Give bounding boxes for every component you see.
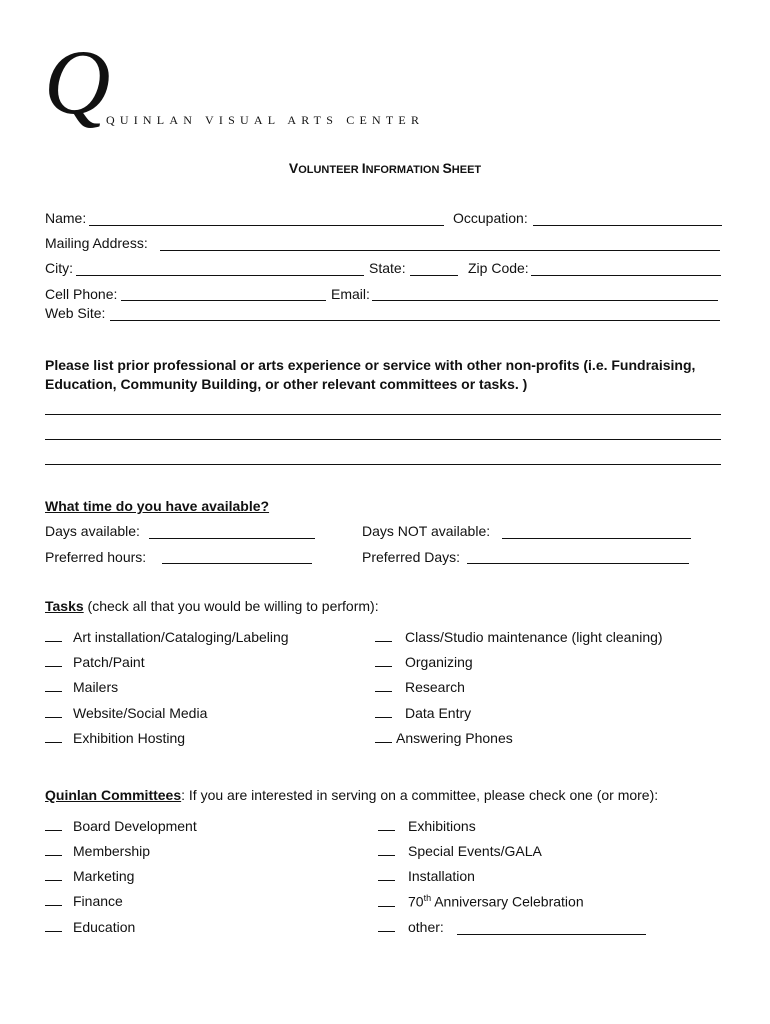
preferred-days-field[interactable] [467, 563, 689, 564]
zip-field[interactable] [531, 275, 721, 276]
committee-right-5[interactable]: other: [378, 919, 444, 935]
name-label: Name: [45, 210, 87, 226]
web-site-field[interactable] [110, 320, 720, 321]
experience-line-2[interactable] [45, 439, 721, 440]
committees-heading: Quinlan Committees: If you are interested in serving on a committee, please check one (or more): [45, 787, 659, 803]
state-label: State: [369, 260, 406, 276]
committee-right-4[interactable]: 70th Anniversary Celebration [378, 893, 584, 910]
days-available-field[interactable] [149, 538, 315, 539]
task-right-5[interactable]: Answering Phones [375, 730, 513, 746]
committee-left-1[interactable]: Board Development [45, 818, 197, 834]
city-label: City: [45, 260, 73, 276]
mailing-address-field[interactable] [160, 250, 720, 251]
name-field[interactable] [89, 225, 444, 226]
occupation-field[interactable] [533, 225, 722, 226]
email-label: Email: [331, 286, 370, 302]
committee-right-2[interactable]: Special Events/GALA [378, 843, 542, 859]
task-left-5[interactable]: Exhibition Hosting [45, 730, 185, 746]
tasks-heading: Tasks (check all that you would be willing to perform): [45, 598, 379, 614]
experience-line-1[interactable] [45, 414, 721, 415]
preferred-hours-label: Preferred hours: [45, 549, 147, 565]
city-field[interactable] [76, 275, 364, 276]
days-not-available-field[interactable] [502, 538, 691, 539]
task-left-1[interactable]: Art installation/Cataloging/Labeling [45, 629, 289, 645]
task-left-3[interactable]: Mailers [45, 679, 118, 695]
days-available-label: Days available: [45, 523, 140, 539]
org-name: QUINLAN VISUAL ARTS CENTER [106, 113, 425, 127]
committee-left-5[interactable]: Education [45, 919, 135, 935]
committee-left-2[interactable]: Membership [45, 843, 150, 859]
zip-label: Zip Code: [468, 260, 529, 276]
email-field[interactable] [372, 300, 718, 301]
availability-heading: What time do you have available? [45, 498, 270, 514]
task-right-1[interactable]: Class/Studio maintenance (light cleaning) [375, 629, 663, 645]
committee-left-4[interactable]: Finance [45, 893, 123, 909]
cell-phone-label: Cell Phone: [45, 286, 118, 302]
task-right-4[interactable]: Data Entry [375, 705, 471, 721]
committee-left-3[interactable]: Marketing [45, 868, 134, 884]
days-not-available-label: Days NOT available: [362, 523, 491, 539]
page-title: VOLUNTEER INFORMATION SHEET [288, 160, 482, 176]
preferred-hours-field[interactable] [162, 563, 312, 564]
task-right-2[interactable]: Organizing [375, 654, 473, 670]
occupation-label: Occupation: [453, 210, 528, 226]
task-left-2[interactable]: Patch/Paint [45, 654, 145, 670]
mailing-address-label: Mailing Address: [45, 235, 148, 251]
task-left-4[interactable]: Website/Social Media [45, 705, 207, 721]
state-field[interactable] [410, 275, 458, 276]
committee-right-3[interactable]: Installation [378, 868, 475, 884]
experience-line-3[interactable] [45, 464, 721, 465]
logo-letter: Q [44, 31, 107, 133]
preferred-days-label: Preferred Days: [362, 549, 461, 565]
committee-other-field[interactable] [457, 934, 646, 935]
experience-prompt: Please list prior professional or arts experience or service with other non-profits (i.e. Fundraising, Education, Community Building, or other relevant committees or tasks. ) [45, 357, 696, 392]
task-right-3[interactable]: Research [375, 679, 465, 695]
web-site-label: Web Site: [45, 305, 106, 321]
cell-phone-field[interactable] [121, 300, 326, 301]
committee-right-1[interactable]: Exhibitions [378, 818, 476, 834]
